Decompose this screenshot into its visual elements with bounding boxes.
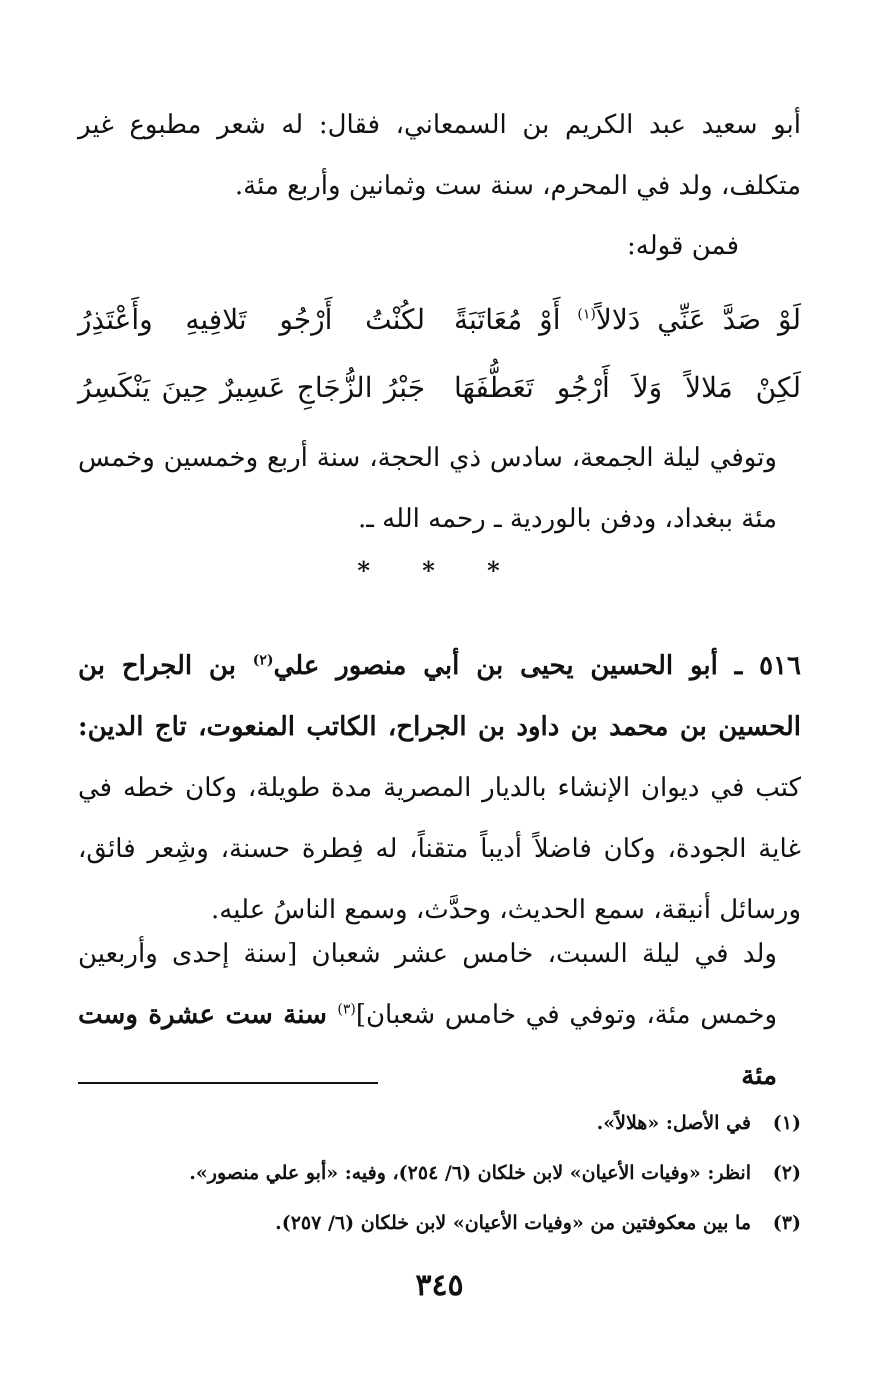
footnote-divider — [78, 1082, 378, 1084]
entry-heading-text: ٥١٦ ـ أبو الحسين يحيى بن أبي منصور علي — [273, 651, 801, 681]
section-separator: * * * — [357, 556, 522, 585]
footnote-item — [78, 1148, 801, 1198]
paragraph-samani: أبو سعيد عبد الكريم بن السمعاني، فقال: له شعر مطبوع غير متكلف، ولد في المحرم، سنة ست وثمانين وأربع مئة. — [78, 110, 801, 201]
footnotes — [78, 1098, 801, 1248]
footnote-text: ما بين معكوفتين من «وفيات الأعيان» لابن خلكان (٦/ ٢٥٧). — [275, 1212, 751, 1234]
footnote-number: (٣) — [772, 1212, 801, 1234]
verse-text: لَوْ صَدَّ عَنِّي دَلالاً — [595, 302, 801, 336]
footnote-text: انظر: «وفيات الأعيان» لابن خلكان (٦/ ٢٥٤)، وفيه: «أبو علي منصور». — [189, 1162, 751, 1184]
birth-text: ولد في ليلة السبت، خامس عشر شعبان [سنة إحدى وأربعين وخمس مئة، وتوفي في خامس شعبان] — [78, 939, 777, 1030]
footnote-item — [78, 1198, 801, 1248]
verse-line-2-first-hemistich: لَكِنْ مَلالاً وَلاَ أَرْجُو تَعَطُّفَهَا — [453, 370, 801, 404]
paragraph-birth — [78, 924, 801, 1107]
entry-heading — [78, 651, 801, 742]
footnote-text: في الأصل: «هلالاً». — [596, 1112, 751, 1134]
entry-body: كتب في ديوان الإنشاء بالديار المصرية مدة طويلة، وكان خطه في غاية الجودة، وكان فاضلاً أديباً متقناً، له فِطرة حسنة، وشِعر فائق، ورسائل أنيقة، سمع الحديث، وحدَّث، وسمع الناسُ عليه. — [78, 773, 801, 925]
verse-intro: فمن قوله: — [627, 231, 739, 261]
entry-heading-text: بن الجراح بن الحسين بن محمد بن داود بن الجراح، الكاتب المنعوت، تاج الدين: — [78, 651, 801, 742]
verse-line-1-first-hemistich — [454, 289, 801, 350]
page-number: ٣٤٥ — [415, 1268, 464, 1303]
book-page — [78, 0, 801, 1393]
birth-text: سنة ست عشرة وست مئة — [78, 1000, 777, 1091]
footnote-item — [78, 1098, 801, 1148]
verse-text: أَوْ مُعَاتَبَةً — [453, 302, 578, 336]
footnote-marker-2: (٢) — [252, 652, 274, 669]
entry-516 — [78, 636, 801, 941]
footnote-marker-3: (٣) — [337, 1001, 356, 1018]
footnote-number: (٢) — [772, 1162, 801, 1184]
verse-line-2 — [78, 353, 801, 421]
paragraph-death: وتوفي ليلة الجمعة، سادس ذي الحجة، سنة أربع وخمسين وخمس مئة ببغداد، ودفن بالوردية ـ رحمه الله ـ. — [78, 443, 777, 534]
verse-line-1 — [78, 285, 801, 353]
verse-line-1-second-hemistich: لكُنْتُ أَرْجُو تَلافِيهِ وأَعْتَذِرُ — [78, 302, 426, 336]
verse-block — [78, 285, 801, 421]
verse-line-2-second-hemistich: جَبْرُ الزُّجَاجِ عَسِيرٌ حِينَ يَنْكَسِرُ — [78, 370, 426, 404]
footnote-number: (١) — [772, 1112, 801, 1134]
footnote-marker-1: (١) — [577, 306, 596, 323]
